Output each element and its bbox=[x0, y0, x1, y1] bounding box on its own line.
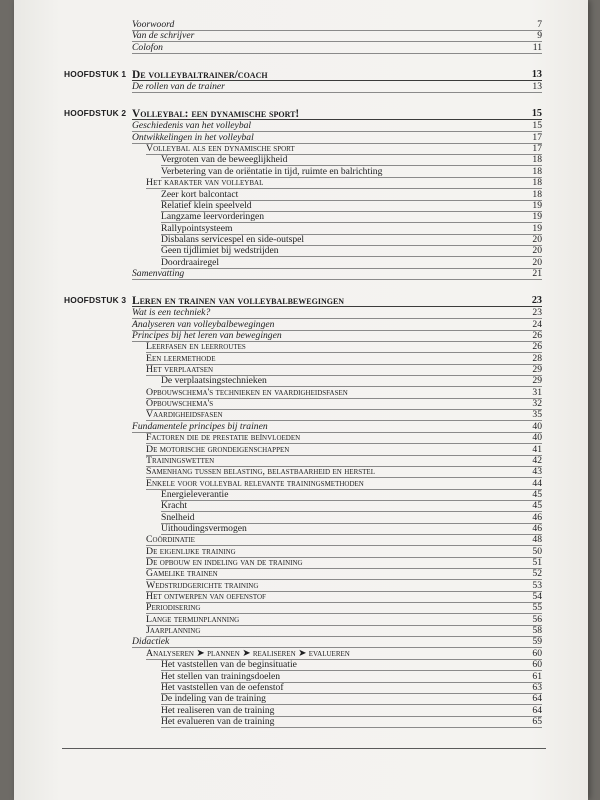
book-page bbox=[14, 0, 588, 800]
page-number: 65 bbox=[532, 715, 542, 727]
page-number: 55 bbox=[532, 602, 542, 614]
entry-title: Trainingswetten bbox=[146, 454, 215, 466]
entry-title: Jaarplanning bbox=[146, 625, 201, 637]
entry-title: Geschiedenis van het volleybal bbox=[132, 120, 252, 132]
entry-title: Het evalueren van de training bbox=[161, 715, 275, 727]
page-number: 53 bbox=[532, 579, 542, 591]
chapter-title: De volleybaltrainer/coach bbox=[132, 69, 268, 82]
entry-title: Wat is een techniek? bbox=[132, 307, 211, 319]
page-number: 23 bbox=[532, 307, 542, 319]
chapter-number: HOOFDSTUK 1 bbox=[64, 69, 127, 80]
page-number: 64 bbox=[532, 704, 542, 716]
chapter-number: HOOFDSTUK 3 bbox=[64, 295, 127, 306]
page-number: 26 bbox=[532, 341, 542, 353]
entry-title: De opbouw en indeling van de training bbox=[146, 557, 303, 568]
page-number: 29 bbox=[532, 364, 542, 376]
entry-title: Enkele voor volleybal relevante trainingsmethoden bbox=[146, 477, 364, 489]
page-number: 24 bbox=[532, 318, 542, 330]
entry-title: Principes bij het leren van bewegingen bbox=[132, 330, 282, 341]
page-number: 45 bbox=[532, 500, 542, 512]
entry-title: Het vaststellen van de beginsituatie bbox=[161, 659, 297, 671]
entry-title: Fundamentele principes bij trainen bbox=[132, 420, 268, 432]
page-number: 19 bbox=[532, 222, 542, 234]
entry-title: Colofon bbox=[132, 41, 163, 53]
page-number: 18 bbox=[532, 165, 542, 177]
page-number: 13 bbox=[532, 81, 542, 93]
entry-title: De eigenlijke training bbox=[146, 545, 236, 557]
page-number: 13 bbox=[531, 69, 542, 81]
page-number: 46 bbox=[532, 522, 542, 534]
chapter-title: Volleybal: een dynamische sport! bbox=[132, 108, 300, 121]
entry-title: Ontwikkelingen in het volleybal bbox=[132, 131, 254, 143]
page-number: 19 bbox=[532, 211, 542, 223]
page-number: 41 bbox=[532, 443, 542, 455]
page-number: 44 bbox=[532, 477, 542, 489]
entry-title: Analyseren van volleybalbewegingen bbox=[132, 318, 275, 330]
entry-title: Voorwoord bbox=[132, 19, 175, 30]
page-number: 48 bbox=[532, 534, 542, 546]
page-number: 54 bbox=[532, 591, 542, 603]
entry-title: Coördinatie bbox=[146, 534, 195, 546]
page-number: 19 bbox=[532, 199, 542, 211]
entry-title: De indeling van de training bbox=[161, 693, 266, 705]
page-number: 28 bbox=[532, 352, 542, 364]
entry-title: Wedstrijdgerichte training bbox=[146, 579, 259, 591]
entry-title: Factoren die de prestatie beïnvloeden bbox=[146, 432, 301, 444]
bottom-rule bbox=[62, 748, 546, 749]
page-number: 17 bbox=[532, 131, 542, 143]
page-number: 35 bbox=[532, 409, 542, 421]
entry-title: Opbouwschema's bbox=[146, 398, 214, 410]
chapter-title: Leren en trainen van volleybalbewegingen bbox=[132, 295, 345, 308]
entry-title: De motorische grondeigenschappen bbox=[146, 443, 290, 455]
page-number: 21 bbox=[532, 267, 542, 279]
entry-title: Verbetering van de oriëntatie in tijd, ruimte en balrichting bbox=[161, 165, 383, 177]
page-number: 64 bbox=[532, 693, 542, 705]
entry-title: Vaardigheidsfasen bbox=[146, 409, 223, 421]
page-number: 20 bbox=[532, 256, 542, 268]
entry-title: Analyseren ➤ plannen ➤ realiseren ➤ evalueren bbox=[146, 647, 350, 659]
page-number: 26 bbox=[532, 330, 542, 341]
entry-title: De rollen van de trainer bbox=[132, 81, 225, 93]
entry-title: Kracht bbox=[161, 500, 188, 512]
entry-title: Vergroten van de beweeglijkheid bbox=[161, 154, 288, 166]
page-number: 40 bbox=[532, 432, 542, 444]
chapter-heading bbox=[14, 107, 588, 121]
entry-title: Disbalans servicespel en side-outspel bbox=[161, 233, 305, 245]
page-number: 11 bbox=[532, 41, 542, 53]
entry-title: Het vaststellen van de oefenstof bbox=[161, 681, 284, 693]
entry-title: Een leermethode bbox=[146, 352, 216, 364]
chapter-heading bbox=[14, 68, 588, 82]
entry-title: Zeer kort balcontact bbox=[161, 188, 239, 200]
page-number: 52 bbox=[532, 568, 542, 580]
entry-title: Samenhang tussen belasting, belastbaarheid en herstel bbox=[146, 466, 375, 478]
page-number: 17 bbox=[532, 143, 542, 155]
entry-title: Het stellen van trainingsdoelen bbox=[161, 670, 281, 682]
entry-title: Periodisering bbox=[146, 602, 201, 614]
entry-title: Uithoudingsvermogen bbox=[161, 522, 247, 534]
entry-title: Lange termijnplanning bbox=[146, 613, 240, 625]
entry-title: De verplaatsingstechnieken bbox=[161, 375, 267, 387]
entry-title: Het verplaatsen bbox=[146, 364, 214, 376]
chapter-number: HOOFDSTUK 2 bbox=[64, 108, 127, 119]
entry-title: Langzame leervorderingen bbox=[161, 211, 265, 223]
entry-title: Energieleverantie bbox=[161, 488, 229, 500]
entry-title: Didactiek bbox=[132, 636, 170, 648]
page-number: 46 bbox=[532, 511, 542, 523]
page-number: 45 bbox=[532, 488, 542, 500]
entry-title: Leerfasen en leerroutes bbox=[146, 341, 246, 353]
entry-title: Volleybal als een dynamische sport bbox=[146, 143, 295, 155]
entry-title: Opbouwschema's technieken en vaardigheidsfasen bbox=[146, 386, 348, 398]
page-number: 23 bbox=[531, 295, 542, 307]
page-number: 51 bbox=[532, 557, 542, 568]
page-number: 42 bbox=[532, 454, 542, 466]
page-number: 63 bbox=[532, 681, 542, 693]
toc-entry bbox=[14, 82, 588, 94]
entry-title: Het realiseren van de training bbox=[161, 704, 275, 716]
page-number: 40 bbox=[532, 420, 542, 432]
page-number: 9 bbox=[537, 30, 542, 42]
entry-title: Van de schrijver bbox=[132, 30, 195, 42]
table-of-contents bbox=[14, 0, 588, 760]
entry-title: Rallypointsysteem bbox=[161, 222, 233, 234]
chapter-heading bbox=[14, 294, 588, 308]
page-number: 43 bbox=[532, 466, 542, 478]
page-number: 59 bbox=[532, 636, 542, 648]
entry-title: Het karakter van volleybal bbox=[146, 177, 264, 189]
page-number: 18 bbox=[532, 188, 542, 200]
page-number: 32 bbox=[532, 398, 542, 410]
entry-title: Gamelike trainen bbox=[146, 568, 218, 580]
page-number: 60 bbox=[532, 647, 542, 659]
entry-title: Het ontwerpen van oefenstof bbox=[146, 591, 266, 603]
entry-title: Doordraairegel bbox=[161, 256, 220, 268]
entry-rule bbox=[132, 53, 542, 54]
entry-title: Relatief klein speelveld bbox=[161, 199, 252, 211]
page-number: 7 bbox=[537, 19, 542, 30]
page-number: 29 bbox=[532, 375, 542, 387]
page-number: 58 bbox=[532, 625, 542, 637]
page-number: 18 bbox=[532, 154, 542, 166]
toc-entry bbox=[14, 269, 588, 281]
page-number: 61 bbox=[532, 670, 542, 682]
page-number: 15 bbox=[531, 108, 542, 120]
page-number: 20 bbox=[532, 245, 542, 257]
entry-title: Geen tijdlimiet bij wedstrijden bbox=[161, 245, 279, 257]
page-number: 60 bbox=[532, 659, 542, 671]
page-number: 15 bbox=[532, 120, 542, 132]
toc-entry bbox=[14, 717, 588, 729]
page-number: 56 bbox=[532, 613, 542, 625]
entry-rule bbox=[132, 279, 542, 280]
page-number: 31 bbox=[532, 386, 542, 398]
entry-title: Samenvatting bbox=[132, 267, 185, 279]
page-number: 20 bbox=[532, 233, 542, 245]
page-number: 18 bbox=[532, 177, 542, 189]
entry-title: Snelheid bbox=[161, 511, 195, 523]
toc-entry bbox=[14, 43, 588, 55]
page-number: 50 bbox=[532, 545, 542, 557]
